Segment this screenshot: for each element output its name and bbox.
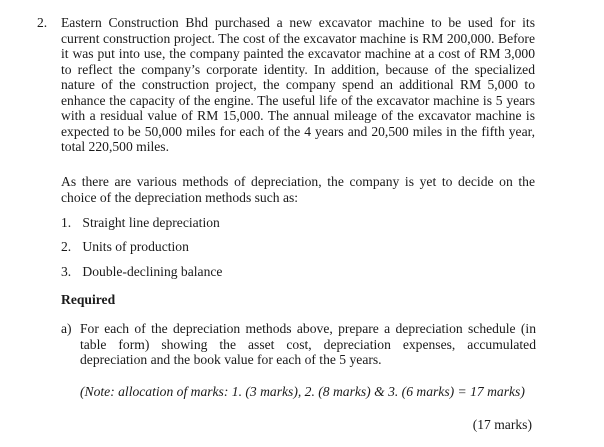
list-item bbox=[61, 215, 222, 239]
list-item-number: 1. bbox=[61, 215, 72, 230]
depreciation-methods-list bbox=[61, 215, 222, 288]
list-item bbox=[61, 239, 222, 263]
list-item-label: Double-declining balance bbox=[82, 263, 223, 279]
required-heading: Required bbox=[61, 292, 116, 307]
part-a-text: For each of the depreciation methods above, prepare a depreciation schedule (in table form) showing the asset cost, depreciation expenses, accumulated depreciation and the book value for each of the 5 years. bbox=[80, 321, 536, 368]
list-item bbox=[61, 264, 222, 288]
part-a-label: a) bbox=[61, 321, 72, 336]
total-marks: (17 marks) bbox=[472, 417, 532, 432]
marks-allocation-note: (Note: allocation of marks: 1. (3 marks), 2. (8 marks) & 3. (6 marks) = 17 marks) bbox=[80, 384, 525, 399]
list-item-number: 3. bbox=[61, 263, 72, 279]
list-item-label: Units of production bbox=[82, 239, 189, 255]
methods-intro-paragraph: As there are various methods of depreciation, the company is yet to decide on the choice of the depreciation methods such as: bbox=[61, 174, 535, 205]
question-intro-paragraph: Eastern Construction Bhd purchased a new excavator machine to be used for its current construction project. The cost of the excavator machine is RM 200,000. Before it was put into use, the company painted the excavator machine at a cost of RM 3,000 to reflect the company’s corporate identity. In addition, because of the specialized nature of the construction project, the company spend an additional RM 5,000 to enhance the capacity of the engine. The useful life of the excavator machine is 5 years with a residual value of RM 15,000. The annual mileage of the excavator machine is expected to be 50,000 miles for each of the 4 years and 20,500 miles in the fifth year, total 220,500 miles. bbox=[61, 15, 535, 155]
question-number: 2. bbox=[37, 15, 48, 30]
list-item-label: Straight line depreciation bbox=[82, 215, 220, 230]
list-item-number: 2. bbox=[61, 239, 72, 255]
